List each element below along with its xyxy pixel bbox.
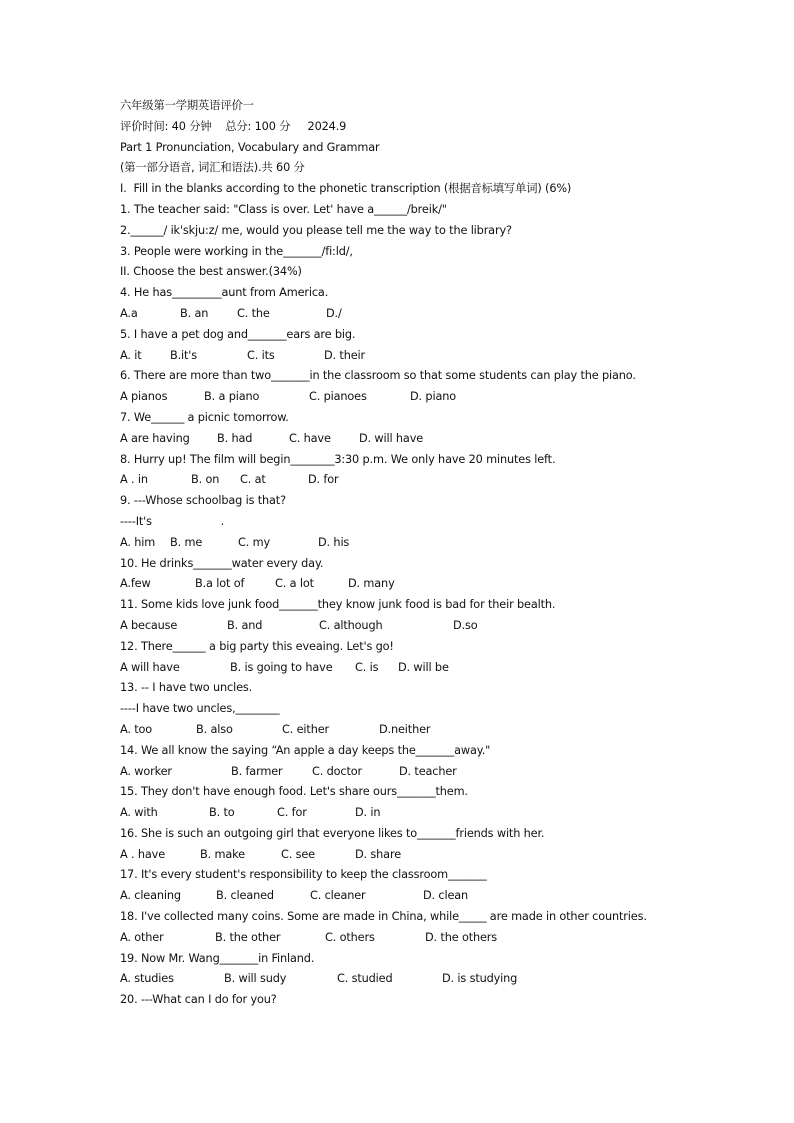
option-b: B. and	[227, 618, 263, 632]
option-b: B. the other	[215, 930, 281, 944]
question-14: 14. We all know the saying “An apple a day keeps the_______away."	[120, 743, 491, 757]
question-18: 18. I've collected many coins. Some are made in China, while_____ are made in other countries.	[120, 910, 647, 924]
question-10: 10. He drinks_______water every day.	[120, 556, 324, 570]
option-d: D./	[326, 306, 342, 320]
options-5	[120, 346, 780, 367]
question-16: 16. She is such an outgoing girl that everyone likes to_______friends with her.	[120, 826, 545, 840]
option-d: D. his	[318, 535, 350, 549]
option-a: A because	[120, 618, 178, 632]
option-c: C. is	[355, 660, 379, 674]
option-a: A. with	[120, 806, 158, 820]
question-11: 11. Some kids love junk food_______they know junk food is bad for their bealth.	[120, 598, 556, 612]
options-8	[120, 470, 780, 491]
options-7	[120, 429, 780, 450]
option-b: B. cleaned	[216, 889, 274, 903]
options-16	[120, 845, 780, 866]
question-2: 2.______/ ik'skju:z/ me, would you please tell me the way to the library?	[120, 223, 512, 237]
option-b: B. on	[191, 473, 220, 487]
options-6	[120, 387, 780, 408]
option-c: C. pianoes	[309, 390, 367, 404]
option-b: B. an	[180, 306, 209, 320]
option-b: B. also	[196, 722, 233, 736]
option-b: B.it's	[170, 348, 198, 362]
question-12: 12. There______ a big party this eveaing. Let's go!	[120, 639, 394, 653]
option-b: B. me	[170, 535, 203, 549]
question-17: 17. It's every student's responsibility to keep the classroom_______	[120, 868, 487, 882]
question-8: 8. Hurry up! The film will begin________3:30 p.m. We only have 20 minutes left.	[120, 452, 556, 466]
options-10	[120, 574, 780, 595]
option-a: A.a	[120, 306, 138, 320]
option-b: B. will sudy	[224, 972, 287, 986]
option-d: D. share	[355, 847, 401, 861]
question-9: 9. ---Whose schoolbag is that?	[120, 494, 286, 508]
options-15	[120, 803, 780, 824]
option-b: B. farmer	[231, 764, 283, 778]
option-d: D. many	[348, 577, 395, 591]
option-b: B. to	[209, 806, 235, 820]
option-c: C. others	[325, 930, 375, 944]
section2-heading: II. Choose the best answer.(34%)	[120, 265, 302, 279]
exam-meta: 评价时间: 40 分钟 总分: 100 分 2024.9	[120, 119, 347, 133]
option-c: C. have	[289, 431, 331, 445]
option-a: A pianos	[120, 390, 168, 404]
option-d: D. for	[308, 473, 339, 487]
option-d: D. teacher	[399, 764, 457, 778]
option-d: D. piano	[410, 390, 456, 404]
question-19: 19. Now Mr. Wang_______in Finland.	[120, 951, 315, 965]
option-c: C. a lot	[275, 577, 314, 591]
worksheet-page	[120, 96, 780, 1011]
options-17	[120, 886, 780, 907]
question-5: 5. I have a pet dog and_______ears are big.	[120, 327, 356, 341]
worksheet-title: 六年级第一学期英语评价一	[120, 99, 254, 112]
option-d: D. will have	[359, 431, 424, 445]
section1-heading: Ⅰ. Fill in the blanks according to the phonetic transcription (根据音标填写单词) (6%)	[120, 182, 572, 196]
option-a: A. too	[120, 722, 153, 736]
option-c: C. cleaner	[310, 889, 366, 903]
question-4: 4. He has_________aunt from America.	[120, 286, 329, 300]
part-heading-cn: (第一部分语音, 词汇和语法).共 60 分	[120, 161, 305, 175]
option-b: B. a piano	[204, 390, 260, 404]
options-12	[120, 658, 780, 679]
option-a: A. cleaning	[120, 889, 181, 903]
option-b: B. had	[217, 431, 253, 445]
option-a: A . in	[120, 473, 148, 487]
option-a: A. worker	[120, 764, 172, 778]
option-a: A. it	[120, 348, 142, 362]
question-13-response: ----I have two uncles,________	[120, 702, 280, 716]
option-c: C. although	[319, 618, 383, 632]
option-d: D. clean	[423, 889, 469, 903]
option-d: D. in	[355, 806, 381, 820]
option-a: A. studies	[120, 972, 174, 986]
question-9-response: ----It's .	[120, 514, 225, 528]
option-c: C. the	[237, 306, 270, 320]
option-d: D. their	[324, 348, 366, 362]
options-19	[120, 969, 780, 990]
option-c: C. see	[281, 847, 315, 861]
option-c: C. doctor	[312, 764, 362, 778]
options-14	[120, 762, 780, 783]
option-b: B.a lot of	[195, 577, 245, 591]
question-7: 7. We______ a picnic tomorrow.	[120, 410, 289, 424]
options-18	[120, 928, 780, 949]
option-d: D. is studying	[442, 972, 518, 986]
option-a: A are having	[120, 431, 190, 445]
option-d: D. will be	[398, 660, 449, 674]
option-b: B. is going to have	[230, 660, 333, 674]
option-d: D.so	[453, 618, 478, 632]
option-a: A. other	[120, 930, 164, 944]
option-d: D. the others	[425, 930, 498, 944]
option-a: A.few	[120, 577, 151, 591]
option-c: C. my	[238, 535, 271, 549]
option-b: B. make	[200, 847, 245, 861]
question-3: 3. People were working in the_______/fi:ld/,	[120, 244, 353, 258]
option-d: D.neither	[379, 722, 431, 736]
option-c: C. for	[277, 806, 307, 820]
question-1: 1. The teacher said: "Class is over. Let' have a______/breik/"	[120, 202, 447, 216]
options-4	[120, 304, 780, 325]
part-heading: Part 1 Pronunciation, Vocabulary and Grammar	[120, 140, 380, 154]
question-13: 13. -- I have two uncles.	[120, 681, 253, 695]
options-13	[120, 720, 780, 741]
question-6: 6. There are more than two_______in the classroom so that some students can play the piano.	[120, 369, 636, 383]
option-a: A will have	[120, 660, 180, 674]
option-c: C. its	[247, 348, 275, 362]
option-c: C. studied	[337, 972, 393, 986]
question-20: 20. ---What can I do for you?	[120, 993, 277, 1007]
options-11	[120, 616, 780, 637]
question-15: 15. They don't have enough food. Let's share ours_______them.	[120, 785, 468, 799]
option-c: C. either	[282, 722, 329, 736]
option-c: C. at	[240, 473, 266, 487]
option-a: A. him	[120, 535, 156, 549]
options-9	[120, 533, 780, 554]
option-a: A . have	[120, 847, 166, 861]
